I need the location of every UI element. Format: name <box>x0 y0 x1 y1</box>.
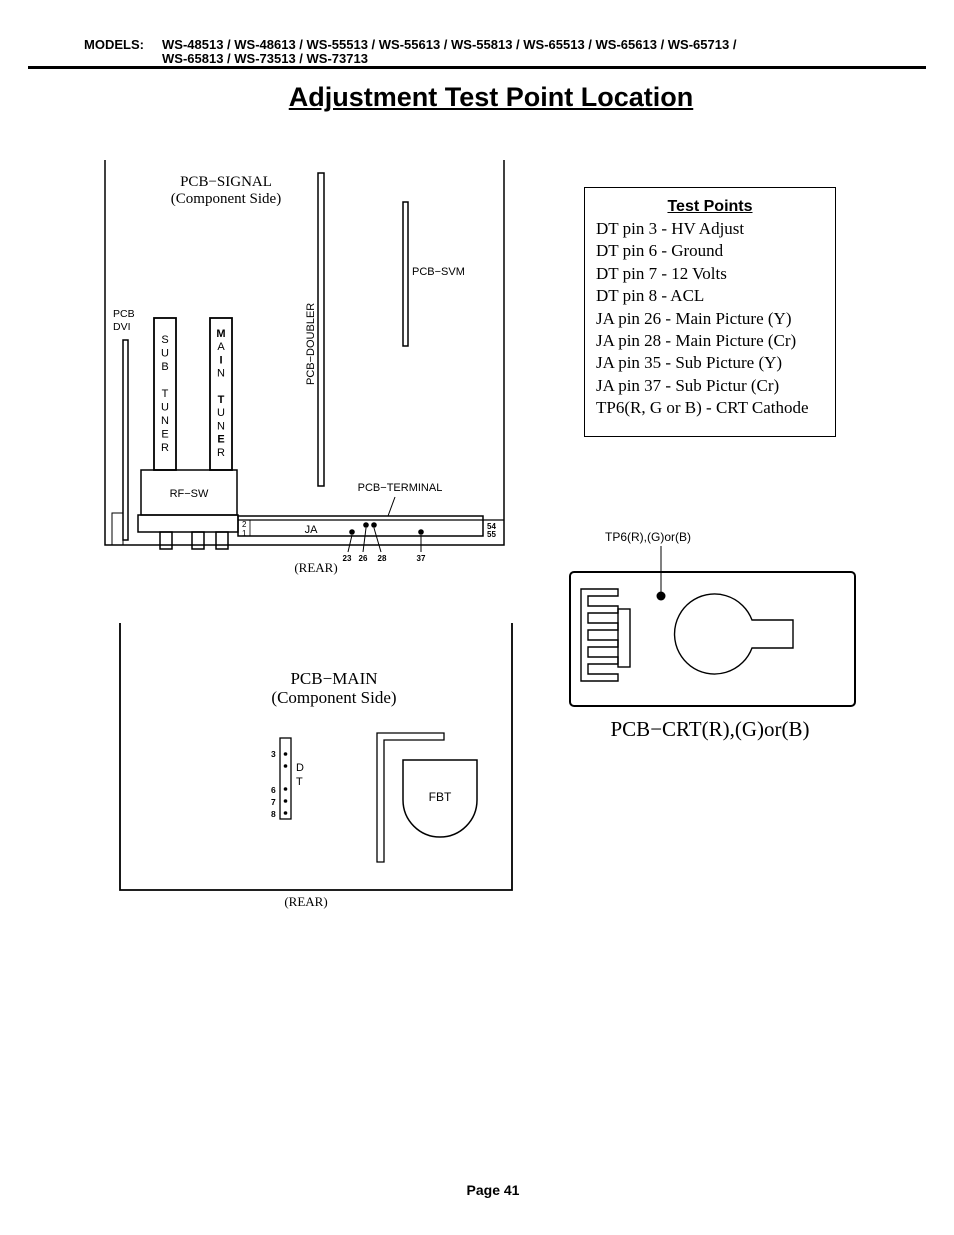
tuner-letter: E <box>217 433 225 446</box>
tuner-letter: A <box>217 341 225 354</box>
page-title: Adjustment Test Point Location <box>288 82 694 112</box>
tuner-letter: U <box>161 347 169 360</box>
dt-connector <box>280 738 291 819</box>
tuner-letter: U <box>161 401 169 414</box>
tuner-letter: T <box>161 388 169 400</box>
tp-37-label: 37 <box>416 554 426 563</box>
dt-label-d: D <box>296 762 304 774</box>
doubler-label: PCB−DOUBLER <box>305 302 317 385</box>
tp-23-label: 23 <box>342 554 352 563</box>
test-point-item: JA pin 28 - Main Picture (Cr) <box>596 331 797 351</box>
models-line1: WS-48513 / WS-48613 / WS-55513 / WS-55613 / WS-55813 / WS-65513 / WS-65613 / WS-65713 / <box>162 37 737 52</box>
ja-pin-55: 55 <box>487 530 496 539</box>
test-point-item: DT pin 7 - 12 Volts <box>596 263 727 283</box>
signal-rear-label: (REAR) <box>294 560 338 575</box>
tuner-letter: S <box>161 334 169 346</box>
dvi-connector <box>112 513 123 545</box>
ja-label: JA <box>304 524 318 536</box>
main-tuner-letters <box>216 328 225 459</box>
test-points-box <box>584 187 836 437</box>
signal-title-2: (Component Side) <box>170 191 282 207</box>
ja-pin-2: 2 <box>242 520 247 529</box>
fbt-label: FBT <box>428 790 452 804</box>
tp-28-label: 28 <box>377 554 387 563</box>
tp-26-label: 26 <box>358 554 368 563</box>
page-number: Page 41 <box>466 1182 520 1198</box>
tuner-letter: R <box>161 442 169 454</box>
models-line2: WS-65813 / WS-73513 / WS-73713 <box>162 51 368 66</box>
tuner-letter: T <box>217 394 225 406</box>
dvi-label-1: PCB <box>113 308 135 320</box>
test-point-item: DT pin 3 - HV Adjust <box>596 219 745 238</box>
ja-pin-1: 1 <box>242 529 247 538</box>
heatsink-mount <box>618 609 630 667</box>
test-points-heading: Test Points <box>667 198 753 215</box>
test-point-item: TP6(R, G or B) - CRT Cathode <box>596 398 809 418</box>
models-label: MODELS: <box>84 37 144 52</box>
dt-pin-8-label: 8 <box>271 809 276 819</box>
sub-tuner-letters <box>161 334 169 454</box>
rear-connector-rail <box>138 515 238 532</box>
dt-pin-6-label: 6 <box>271 785 276 795</box>
doubler-board <box>318 173 324 486</box>
test-point-item: DT pin 6 - Ground <box>596 241 724 261</box>
tp-26-dot <box>363 522 369 528</box>
rf-sw-label: RF−SW <box>169 488 209 500</box>
test-point-item: JA pin 37 - Sub Pictur (Cr) <box>596 375 780 395</box>
svm-label: PCB−SVM <box>412 266 465 278</box>
tuner-letter: I <box>219 354 223 367</box>
tuner-letter: R <box>217 446 225 459</box>
tuner-letter: N <box>217 420 225 433</box>
test-point-item: JA pin 26 - Main Picture (Y) <box>596 308 792 328</box>
rear-jack-1 <box>160 532 172 549</box>
tuner-letter: E <box>161 428 169 441</box>
tp-23-dot <box>349 529 355 535</box>
tuner-letter: N <box>161 415 169 427</box>
tuner-letter: M <box>216 328 226 340</box>
tuner-letter: N <box>217 367 225 380</box>
svm-board <box>403 202 408 346</box>
test-point-item: DT pin 8 - ACL <box>596 286 705 306</box>
dt-pin-8-dot <box>284 811 288 815</box>
terminal-leader <box>388 497 395 516</box>
dt-pin-7-dot <box>284 799 288 803</box>
dt-pin-7-label: 7 <box>271 797 276 807</box>
main-rear-label: (REAR) <box>284 894 328 909</box>
dt-pin-3-label: 3 <box>271 749 276 759</box>
dt-pin-6-dot <box>284 787 288 791</box>
main-board <box>120 623 512 890</box>
rear-jack-3 <box>216 532 228 549</box>
dt-pin-3-dot <box>284 752 288 756</box>
ja-pin-54: 54 <box>487 522 496 531</box>
rear-jack-2 <box>192 532 204 549</box>
tuner-letter: B <box>161 361 169 373</box>
main-title-2: (Component Side) <box>271 688 397 707</box>
signal-title-1: PCB−SIGNAL <box>180 174 272 190</box>
crt-title: PCB−CRT(R),(G)or(B) <box>610 717 810 741</box>
heatsink <box>581 589 618 681</box>
main-title-1: PCB−MAIN <box>290 669 378 688</box>
test-point-item: JA pin 35 - Sub Picture (Y) <box>596 353 783 373</box>
tp6-dot <box>657 592 666 601</box>
crt-board <box>570 572 855 706</box>
crt-socket <box>675 594 793 674</box>
dt-label-t: T <box>296 776 303 788</box>
terminal-board <box>238 516 483 536</box>
dvi-board <box>123 340 128 540</box>
tp-37-dot <box>418 529 424 535</box>
tuner-letter: U <box>217 407 225 420</box>
test-points-list <box>585 218 835 420</box>
dvi-label-2: DVI <box>113 321 131 333</box>
tp-28-dot <box>371 522 377 528</box>
tp6-label: TP6(R),(G)or(B) <box>605 530 691 544</box>
terminal-label: PCB−TERMINAL <box>357 482 443 494</box>
